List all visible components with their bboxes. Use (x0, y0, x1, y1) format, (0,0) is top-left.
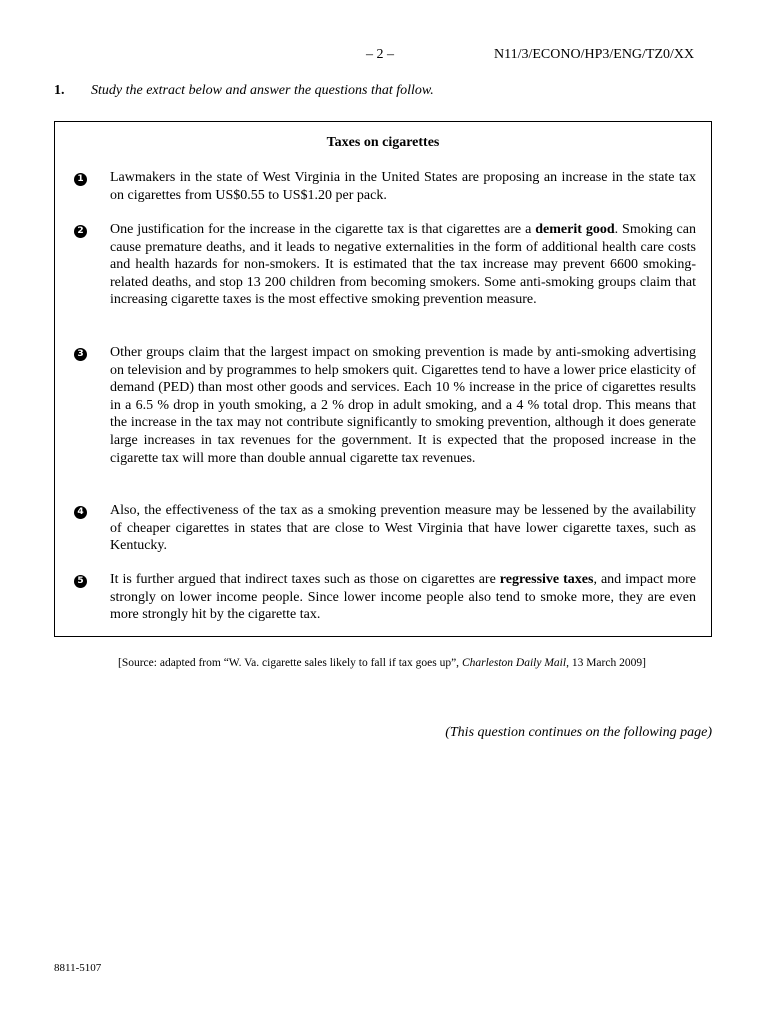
paragraph-2-text-start: One justification for the increase in the cigarette tax is that cigarettes are a (110, 222, 536, 237)
paragraph-5-text-start: It is further argued that indirect taxes such as those on cigarettes are (110, 572, 500, 587)
source-publication: Charleston Daily Mail (461, 657, 567, 669)
paragraph-3 (110, 344, 696, 467)
paragraph-2-marker-icon: 2 (74, 225, 87, 238)
paragraph-5 (110, 571, 696, 624)
continuation-note: (This question continues on the following page) (445, 725, 712, 740)
term-regressive-taxes: regressive taxes (499, 572, 594, 587)
paragraph-5-marker-icon: 5 (74, 575, 87, 588)
source-citation (118, 657, 646, 669)
paragraph-4-marker-icon: 4 (74, 506, 87, 519)
paper-reference: 8811-5107 (54, 962, 102, 974)
question-number: 1. (54, 83, 65, 98)
paragraph-4 (110, 502, 696, 555)
source-suffix: , 13 March 2009] (566, 657, 646, 669)
paragraph-5-text-end: , and impact more strongly on lower income people. Since lower income people also tend to smoke more, they are even more strongly hit by the cigarette tax. (110, 572, 696, 623)
paragraph-1-text: Lawmakers in the state of West Virginia in the United States are proposing an increase in the state tax on cigarettes from US$0.55 to US$1.20 per pack. (110, 170, 696, 203)
page-number: – 2 – (366, 47, 394, 62)
extract-title: Taxes on cigarettes (326, 135, 440, 150)
paragraph-1-marker-icon: 1 (74, 173, 87, 186)
extract-box (54, 121, 712, 637)
paragraph-2-text-end: . Smoking can cause premature deaths, and it leads to negative externalities in the form of additional health care costs and health hazards for non-smokers. It is estimated that the tax increase may prevent 6600 smoking-related deaths, and stop 13 200 children from becoming smokers. Some anti-smoking groups claim that increasing cigarette taxes is the most effective smoking prevention measure. (110, 222, 696, 308)
paragraph-2 (110, 221, 696, 309)
paragraph-1 (110, 169, 696, 204)
source-prefix: [Source: adapted from “W. Va. cigarette sales likely to fall if tax goes up”, (118, 657, 462, 669)
question-instruction: Study the extract below and answer the questions that follow. (91, 83, 434, 98)
term-demerit-good: demerit good (535, 222, 615, 237)
exam-code: N11/3/ECONO/HP3/ENG/TZ0/XX (494, 47, 695, 62)
paragraph-3-marker-icon: 3 (74, 348, 87, 361)
paragraph-4-text: Also, the effectiveness of the tax as a smoking prevention measure may be lessened by the availability of cheaper cigarettes in states that are close to West Virginia that have lower cigarette taxes, such as Kentucky. (110, 503, 696, 554)
paragraph-3-text: Other groups claim that the largest impact on smoking prevention is made by anti-smoking advertising on television and by programmes to help smokers quit. Cigarettes tend to have a lower price elasticity of demand (PED) than most other goods and services. Each 10 % increase in the price of cigarettes results in a 6.5 % drop in youth smoking, a 2 % drop in adult smoking, and a 4 % total drop. This means that the increase in the tax may not contribute significantly to smoking prevention, although it does generate large increases in tax revenues for the government. It is expected that the proposed increase in the cigarette tax will more than double annual cigarette tax revenues. (110, 345, 696, 466)
